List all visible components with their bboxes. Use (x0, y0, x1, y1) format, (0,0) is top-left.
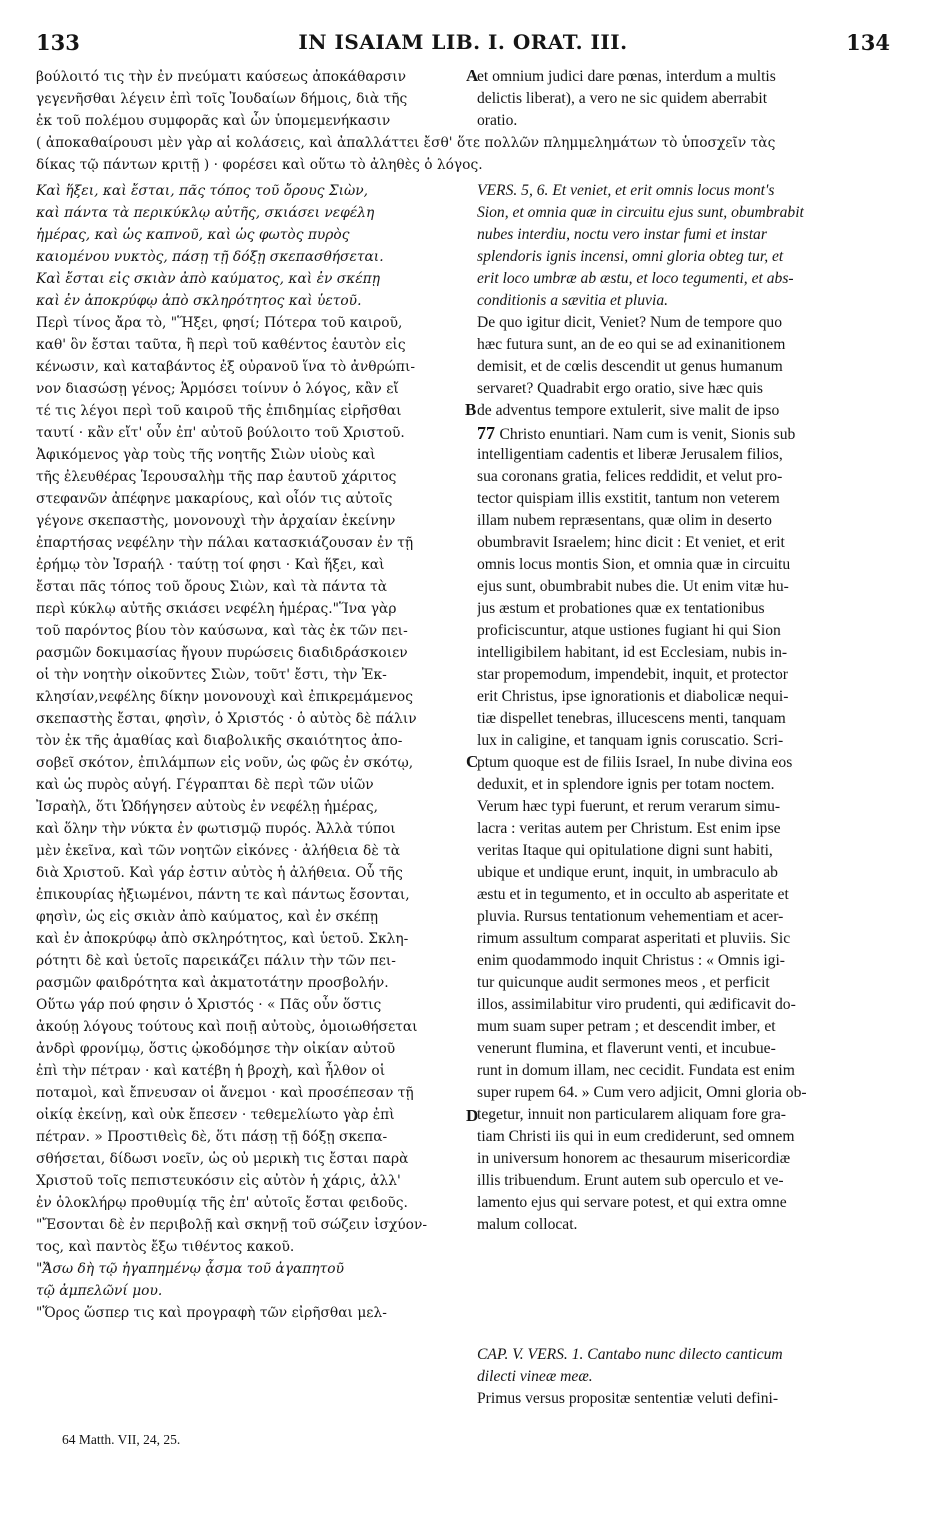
latin-line: mum suam super petram ; et descendit imber, et (477, 1018, 776, 1035)
latin-line: lamento ejus qui servare potest, et qui extra omne (477, 1194, 787, 1211)
greek-line: ποταμοὶ, καὶ ἔπνευσαν οἱ ἄνεμοι · καὶ προσέπεσαν τῇ (36, 1085, 414, 1101)
latin-line: super rupem 64. » Cum vero adjicit, Omni gloria ob- (477, 1084, 807, 1101)
latin-line: Verum hæc typi fuerunt, et rerum verarum simu- (477, 798, 781, 815)
greek-line: φησὶν, ὡς εἰς σκιὰν ἀπὸ καύματος, καὶ ἐν σκέπῃ (36, 909, 379, 925)
greek-line: περὶ κύκλῳ αὐτῆς σκιάσει νεφέλη ἡμέρας."Ἵνα γὰρ (36, 601, 397, 617)
greek-line: τῷ ἀμπελῶνί μου. (36, 1283, 163, 1299)
latin-line: æstu et in tegumento, et in occulto ab asperitate et (477, 886, 789, 903)
latin-line: CAP. V. VERS. 1. Cantabo nunc dilecto canticum (477, 1346, 783, 1363)
greek-line: καθ' ὃν ἔσται ταῦτα, ἢ περὶ τοῦ καθέντος ἑαυτὸν εἰς (36, 337, 406, 353)
latin-line: ptum quoque est de filiis Israel, In nube divina eos (477, 754, 793, 771)
greek-line: κένωσιν, καὶ καταβάντος ἐξ οὐρανοῦ ἵνα τὸ ἀνθρώπι- (36, 359, 416, 375)
latin-column-main (477, 180, 897, 1236)
greek-column-main (36, 180, 464, 1324)
greek-line: Χριστοῦ τοῖς πεπιστευκόσιν εἰς αὐτὸν ἡ χάρις, ἀλλ' (36, 1173, 401, 1189)
greek-line: "Ὅρος ὥσπερ τις καὶ προγραφὴ τῶν εἰρῆσθαι μελ- (36, 1305, 387, 1321)
greek-line: οἰκίᾳ ἐκείνῃ, καὶ οὐκ ἔπεσεν · τεθεμελίωτο γὰρ ἐπὶ (36, 1107, 395, 1123)
latin-line: rimum assultum comparat asperitati et pluviis. Sic (477, 930, 791, 947)
latin-line: ubique et undique erunt, inquit, in umbraculo ab (477, 864, 778, 881)
latin-line: proficiscuntur, atque ustiones fugiant hi qui Sion (477, 622, 781, 639)
latin-line: illis tribuendum. Erunt autem sub operculo et ve- (477, 1172, 784, 1189)
latin-line: intelligibilem habitant, id est Ecclesiam, nubis in- (477, 644, 788, 661)
greek-line: καὶ ἐν ἀποκρύφῳ ἀπὸ σκληρότητος, καὶ ὑετοῦ. Σκλη- (36, 931, 409, 947)
greek-line: ρότητι δὲ καὶ ὑετοῖς παρεικάζει πάλιν τὴν τῶν πει- (36, 953, 396, 969)
page-number-left: 133 (36, 30, 80, 55)
greek-line: τέ τις λέγοι περὶ τοῦ καιροῦ τῆς ἐπιδημίας εἰρῆσθαι (36, 403, 402, 419)
greek-line: "Ἔσονται δὲ ἐν περιβολῇ καὶ σκηνῇ τοῦ σώζειν ἰσχύον- (36, 1217, 428, 1233)
greek-line: Ἰσραὴλ, ὅτι Ὡδήγησεν αὐτοὺς ἐν νεφέλῃ ἡμέρας, (36, 799, 378, 815)
margin-marker-b: B (465, 400, 477, 419)
greek-line: στεφανῶν ἀπέφηνε μακαρίους, καὶ οἷόν τις αὐτοῖς (36, 491, 393, 507)
greek-line: Οὕτω γάρ πού φησιν ὁ Χριστός · « Πᾶς οὖν ὅστις (36, 997, 382, 1013)
greek-line: τὸν ἐκ τῆς ἀμαθίας καὶ διαβολικῆς σκαιότητος ἀπο- (36, 733, 403, 749)
greek-line: καὶ ἐν ἀποκρύφῳ ἀπὸ σκληρότητος καὶ ὑετοῦ. (36, 293, 362, 309)
latin-column-top (477, 66, 897, 132)
latin-line: tiam Christi iis qui in eum crediderunt, sed omnem (477, 1128, 795, 1145)
latin-line: delictis liberat), a vero ne sic quidem aberrabit (477, 90, 768, 107)
greek-line: ρασμῶν δοκιμασίας ἤγουν πυρώσεις διαδιδράσκοιεν (36, 645, 408, 661)
latin-line: obumbravit Israelem; hinc dicit : Et veniet, et erit (477, 534, 785, 551)
greek-fullwidth-block (36, 132, 896, 176)
footnote: 64 Matth. VII, 24, 25. (62, 1432, 181, 1447)
margin-number: 77 (477, 423, 500, 443)
greek-line: τῆς ἐλευθέρας Ἱερουσαλὴμ τῆς παρ ἑαυτοῦ χάριτος (36, 469, 397, 485)
latin-line: in universum honorem ac thesaurum misericordiæ (477, 1150, 791, 1167)
latin-line: illos, assimilabitur viro prudenti, qui ædificavit do- (477, 996, 796, 1013)
latin-line: lacra : veritas autem per Christum. Est enim ipse (477, 820, 781, 837)
latin-line: jus æstum et probationes quæ ex tentationibus (477, 600, 765, 617)
greek-line: ἐρήμῳ τὸν Ἰσραήλ · ταύτῃ τοί φησι · Καὶ ἥξει, καὶ (36, 557, 385, 573)
margin-marker-d: D (466, 1106, 479, 1125)
latin-line: De quo igitur dicit, Veniet? Num de tempore quo (477, 314, 783, 331)
latin-line: star propemodum, impendebit, inquit, et protector (477, 666, 788, 683)
margin-marker-a: A (466, 66, 479, 85)
latin-line: malum collocat. (477, 1216, 578, 1233)
greek-line: σοβεῖ σκότον, ἐπιλάμπων εἰς νοῦν, ὡς φῶς ἐν σκότῳ, (36, 755, 414, 771)
latin-line: tiæ dispellet tenebras, illucescens menti, tanquam (477, 710, 786, 727)
greek-line: ἐπαρτήσας νεφέλην τὴν πάλαι κατασκιάζουσαν ἐν τῇ (36, 535, 414, 551)
latin-line: intelligentiam cadentis et liberæ Jerusalem filios, (477, 446, 783, 463)
latin-line: enim quodammodo inquit Christus : « Omnis igi- (477, 952, 785, 969)
latin-line: Primus versus propositæ sententiæ veluti defini- (477, 1390, 779, 1407)
latin-line: conditionis a sævitia et pluvia. (477, 292, 669, 309)
greek-line: ἀκούῃ λόγους τούτους καὶ ποιῇ αὐτοὺς, ὁμοιωθήσεται (36, 1019, 418, 1035)
latin-line: dilecti vineæ meæ. (477, 1368, 593, 1385)
margin-marker-c: C (466, 752, 479, 771)
greek-line: καὶ ὅλην τὴν νύκτα ἐν φωτισμῷ πυρός. Ἀλλὰ τύποι (36, 821, 396, 837)
greek-line: Καὶ ἥξει, καὶ ἔσται, πᾶς τόπος τοῦ ὄρους Σιὼν, (36, 183, 369, 199)
latin-line: tector quispiam illis exstitit, tantum non veterem (477, 490, 780, 507)
latin-line: tegetur, innuit non particularem aliquam fore gra- (477, 1106, 786, 1123)
latin-line: deduxit, et in splendore ignis per totam noctem. (477, 776, 775, 793)
greek-line: ἐπικουρίας ἠξιωμένοι, πάντη τε καὶ πάντως ἔσονται, (36, 887, 410, 903)
greek-column-top (36, 66, 464, 132)
latin-line: illam nubem repræsentans, quæ olim in deserto (477, 512, 772, 529)
latin-line: splendoris ignis incensi, omni gloria obteg tur, et (477, 248, 784, 265)
latin-line: sua coronans gratia, felices reddidit, et velut pro- (477, 468, 783, 485)
greek-line: Περὶ τίνος ἄρα τὸ, "Ἥξει, φησί; Πότερα τοῦ καιροῦ, (36, 315, 403, 331)
greek-line: ταυτί · κἂν εἴτ' οὖν ἐπ' αὐτοῦ βούλοιτο τοῦ Χριστοῦ. (36, 425, 405, 441)
latin-line: hæc futura sunt, an de eo qui se ad exinanitionem (477, 336, 786, 353)
greek-line: ἀνδρὶ φρονίμῳ, ὅστις ᾠκοδόμησε τὴν οἰκίαν αὐτοῦ (36, 1041, 396, 1057)
latin-line: oratio. (477, 112, 518, 129)
greek-line: ἐν ὁλοκλήρῳ προθυμίᾳ τῆς ἐπ' αὐτοῖς ἔσται φειδοῦς. (36, 1195, 408, 1211)
greek-line: δίκας τῷ πάντων κριτῇ ) · φορέσει καὶ οὕτω τὸ ἀληθὲς ὁ λόγος. (36, 157, 483, 173)
greek-line: οἱ τὴν νοητὴν οἰκοῦντες Σιὼν, τοῦτ' ἔστι, τὴν Ἐκ- (36, 667, 387, 683)
greek-line: πέτραν. » Προστιθεὶς δὲ, ὅτι πάσῃ τῇ δόξῃ σκεπα- (36, 1129, 388, 1145)
greek-line: σθήσεται, δίδωσι νοεῖν, ὡς οὐ μερικὴ τις ἔσται παρὰ (36, 1151, 409, 1167)
greek-line: μὲν ἐκεῖνα, καὶ τῶν νοητῶν εἰκόνες · ἀλήθεια δὲ τὰ (36, 843, 401, 859)
latin-line: VERS. 5, 6. Et veniet, et erit omnis locus mont's (477, 182, 775, 199)
greek-line: γέγονε σκεπαστὴς, μονονουχὶ τὴν ἀρχαίαν ἐκείνην (36, 513, 396, 529)
page-number-right: 134 (846, 30, 890, 55)
latin-line: 77 Christo enuntiari. Nam cum is venit, Sionis sub (477, 423, 796, 443)
running-title: IN ISAIAM LIB. I. ORAT. III. (298, 30, 628, 54)
greek-line: καὶ πάντα τὰ περικύκλῳ αὐτῆς, σκιάσει νεφέλη (36, 205, 375, 221)
greek-line: ρασμῶν φαιδρότητα καὶ ἀκματοτάτην προσβολήν. (36, 975, 389, 991)
latin-line: runt in domum illam, nec cecidit. Fundata est enim (477, 1062, 795, 1079)
latin-line: veritas Itaque qui opitulatione digni sunt habiti, (477, 842, 773, 859)
latin-line: erit Christus, ipse ignorationis et diabolicæ nequi- (477, 688, 789, 705)
greek-line: ἐπὶ τὴν πέτραν · καὶ κατέβη ἡ βροχὴ, καὶ ἦλθον οἱ (36, 1063, 386, 1079)
latin-line: pluvia. Rursus tentationum vehementiam et acer- (477, 908, 784, 925)
greek-line: "Ἄσω δὴ τῷ ἠγαπημένῳ ᾆσμα τοῦ ἀγαπητοῦ (36, 1261, 344, 1277)
greek-line: τοῦ παρόντος βίου τὸν καύσωνα, καὶ τὰς ἐκ τῶν πει- (36, 623, 408, 639)
latin-line: nubes interdiu, noctu vero instar fumi et instar (477, 226, 767, 243)
greek-line: ἡμέρας, καὶ ὡς καπνοῦ, καὶ ὡς φωτὸς πυρὸς (36, 227, 350, 243)
latin-line: lux in caligine, et tanquam ignis coruscatio. Scri- (477, 732, 784, 749)
greek-line: νον διασώσῃ γένος; Ἁρμόσει τοίνυν ὁ λόγος, κἂν εἴ (36, 381, 399, 397)
latin-line: Sion, et omnia quæ in circuitu ejus sunt, obumbrabit (477, 204, 804, 221)
latin-line: servaret? Quadrabit ergo oratio, sive hæc quis (477, 380, 763, 397)
latin-line: de adventus tempore extulerit, sive malit de ipso (477, 402, 780, 419)
page-header (36, 30, 890, 58)
greek-line: τος, καὶ παντὸς ἔξω τιθέντος κακοῦ. (36, 1239, 295, 1255)
greek-line: κλησίαν,νεφέλης δίκην μονονουχὶ καὶ ἐπικρεμάμενος (36, 689, 413, 705)
greek-line: Ἀφικόμενος γὰρ τοὺς τῆς νοητῆς Σιὼν υἱοὺς καὶ (36, 447, 376, 463)
greek-line: ἔσται πᾶς τόπος τοῦ ὄρους Σιὼν, καὶ τὰ πάντα τὰ (36, 579, 388, 595)
latin-line: venerunt flumina, et flaverunt venti, et incubue- (477, 1040, 776, 1057)
greek-line: διὰ Χριστοῦ. Καὶ γάρ ἐστιν αὐτὸς ἡ ἀλήθεια. Οὗ τῆς (36, 865, 403, 881)
latin-line: et omnium judici dare pœnas, interdum a multis (477, 68, 776, 85)
greek-line: βούλοιτό τις τὴν ἐν πνεύματι καύσεως ἀποκάθαρσιν (36, 69, 406, 85)
latin-line: demisit, et de cœlis descendit ut genus humanum (477, 358, 783, 375)
latin-chapter-block (477, 1344, 897, 1410)
latin-line: omnis locus montis Sion, et omnia quæ in circuitu (477, 556, 791, 573)
greek-line: καιομένου νυκτὸς, πάσῃ τῇ δόξῃ σκεπασθήσεται. (36, 249, 384, 265)
greek-line: Καὶ ἔσται εἰς σκιὰν ἀπὸ καύματος, καὶ ἐν σκέπῃ (36, 271, 380, 287)
greek-line: ( ἀποκαθαίρουσι μὲν γὰρ αἱ κολάσεις, καὶ ἀπαλλάττει ἔσθ' ὅτε πολλῶν πλημμελημάτων τὸ ὑποσχεῖν τὰς (36, 135, 776, 151)
greek-line: ἐκ τοῦ πολέμου συμφορᾶς καὶ ὧν ὑπομεμενήκασιν (36, 113, 391, 129)
latin-line: tur quicunque audit sermones meos , et perficit (477, 974, 770, 991)
greek-line: γεγενῆσθαι λέγειν ἐπὶ τοῖς Ἰουδαίων δήμοις, διὰ τῆς (36, 91, 408, 107)
greek-line: σκεπαστὴς ἔσται, φησὶν, ὁ Χριστός · ὁ αὐτὸς δὲ πάλιν (36, 711, 417, 727)
latin-line: ejus sunt, obumbrabit nubes die. Ut enim vitæ hu- (477, 578, 789, 595)
greek-line: καὶ ὡς πυρὸς αὐγή. Γέγραπται δὲ περὶ τῶν υἱῶν (36, 777, 374, 793)
latin-line: erit loco umbræ ab æstu, et loco tegumenti, et abs- (477, 270, 794, 287)
